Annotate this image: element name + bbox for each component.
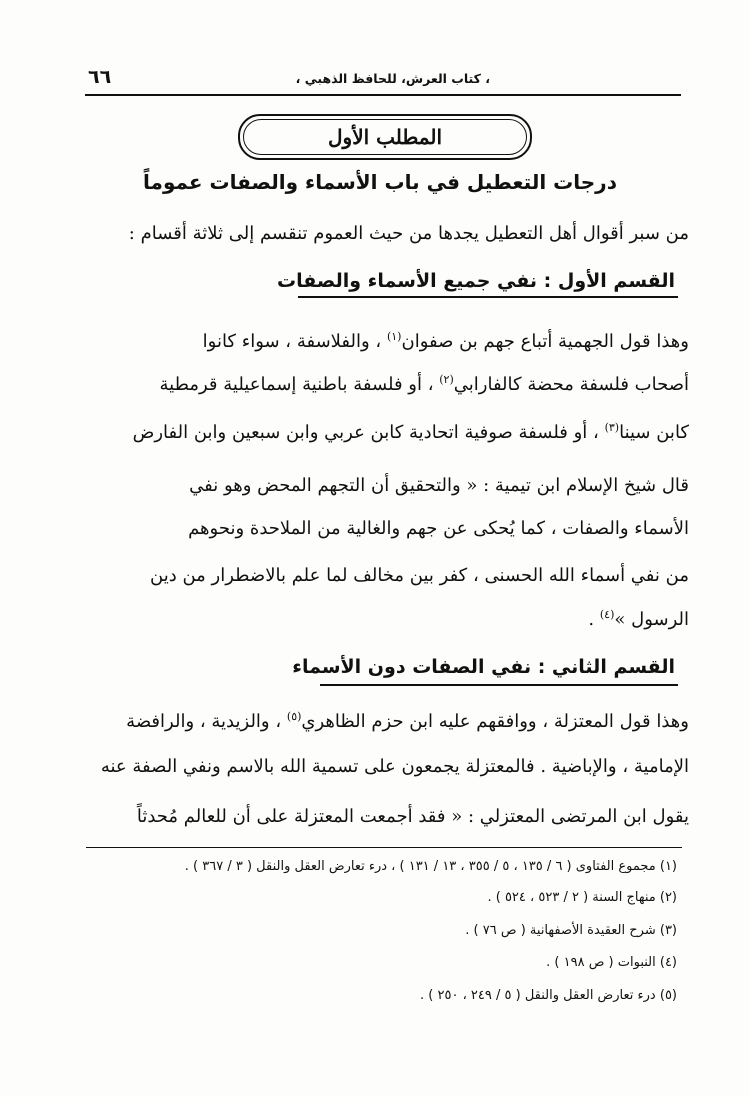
part2-heading-underline: [320, 684, 678, 686]
part1-p2-line3: من نفي أسماء الله الحسنى ، كفر بين مخالف لما علم بالاضطرار من دين: [150, 565, 689, 586]
part1-heading-underline: [298, 296, 678, 298]
footnote-ref: ٣: [608, 421, 615, 434]
part1-p1-line1: وهذا قول الجهمية أتباع جهم بن صفوان$^{(١)}$ ، والفلاسفة ، سواء كانوا: [202, 330, 689, 352]
footnote-separator: [86, 847, 682, 848]
footnote-2: (٢) منهاج السنة ( ٢ / ٥٢٣ ، ٥٢٤ ) .: [487, 890, 677, 905]
page-number: ٦٦: [88, 66, 112, 88]
part2-p1-line1: وهذا قول المعتزلة ، ووافقهم عليه ابن حزم الظاهري$^{(٥)}$ ، والزيدية ، والرافضة: [126, 710, 689, 732]
part2-p1-line2: الإمامية ، والإباضية . فالمعتزلة يجمعون على تسمية الله بالاسم ونفي الصفة عنه: [100, 756, 689, 777]
footnote-ref: ٥: [291, 710, 298, 723]
part1-p2-line4: الرسول »$^{(٤)}$ .: [588, 608, 689, 630]
part2-p1-line3: يقول ابن المرتضى المعتزلي : « فقد أجمعت المعتزلة على أن للعالم مُحدثاً: [136, 806, 689, 827]
part1-heading: القسم الأول : نفي جميع الأسماء والصفات: [276, 270, 675, 292]
section-title-inner-frame: [243, 119, 527, 155]
running-title: ، كتاب العرش، للحافظ الذهبي ،: [295, 71, 490, 86]
header-rule: [85, 94, 681, 96]
intro-line: من سبر أقوال أهل التعطيل يجدها من حيث العموم تنقسم إلى ثلاثة أقسام :: [128, 223, 689, 244]
part1-p2-line2: الأسماء والصفات ، كما يُحكى عن جهم والغالية من الملاحدة ونحوهم: [188, 518, 689, 539]
page-header: [88, 66, 680, 94]
part1-p1-line3: كابن سينا$^{(٣)}$ ، أو فلسفة صوفية اتحادية كابن عربي وابن سبعين وابن الفارض: [132, 421, 689, 443]
footnote-ref: ٤: [604, 608, 611, 621]
section-title-frame: [238, 114, 532, 160]
part1-p2-line1: قال شيخ الإسلام ابن تيمية : « والتحقيق أن التجهم المحض وهو نفي: [189, 475, 689, 496]
footnote-ref: ١: [391, 330, 398, 343]
footnote-4: (٤) النبوات ( ص ١٩٨ ) .: [546, 955, 677, 970]
part2-heading: القسم الثاني : نفي الصفات دون الأسماء: [292, 656, 675, 678]
footnote-5: (٥) درء تعارض العقل والنقل ( ٥ / ٢٤٩ ، ٢٥٠ ) .: [420, 988, 677, 1003]
footnote-3: (٣) شرح العقيدة الأصفهانية ( ص ٧٦ ) .: [465, 923, 677, 938]
part1-p1-line2: أصحاب فلسفة محضة كالفارابي$^{(٢)}$ ، أو فلسفة باطنية إسماعيلية قرمطية: [159, 373, 689, 395]
chapter-subtitle: درجات التعطيل في باب الأسماء والصفات عموماً: [143, 170, 617, 194]
footnote-1: (١) مجموع الفتاوى ( ٦ / ١٣٥ ، ٥ / ٣٥٥ ، ١٣ / ١٣١ ) ، درء تعارض العقل والنقل ( ٣ / ٣٦٧ ) .: [184, 859, 677, 874]
footnote-ref: ٢: [443, 373, 450, 386]
section-title: المطلب الأول: [328, 125, 442, 149]
